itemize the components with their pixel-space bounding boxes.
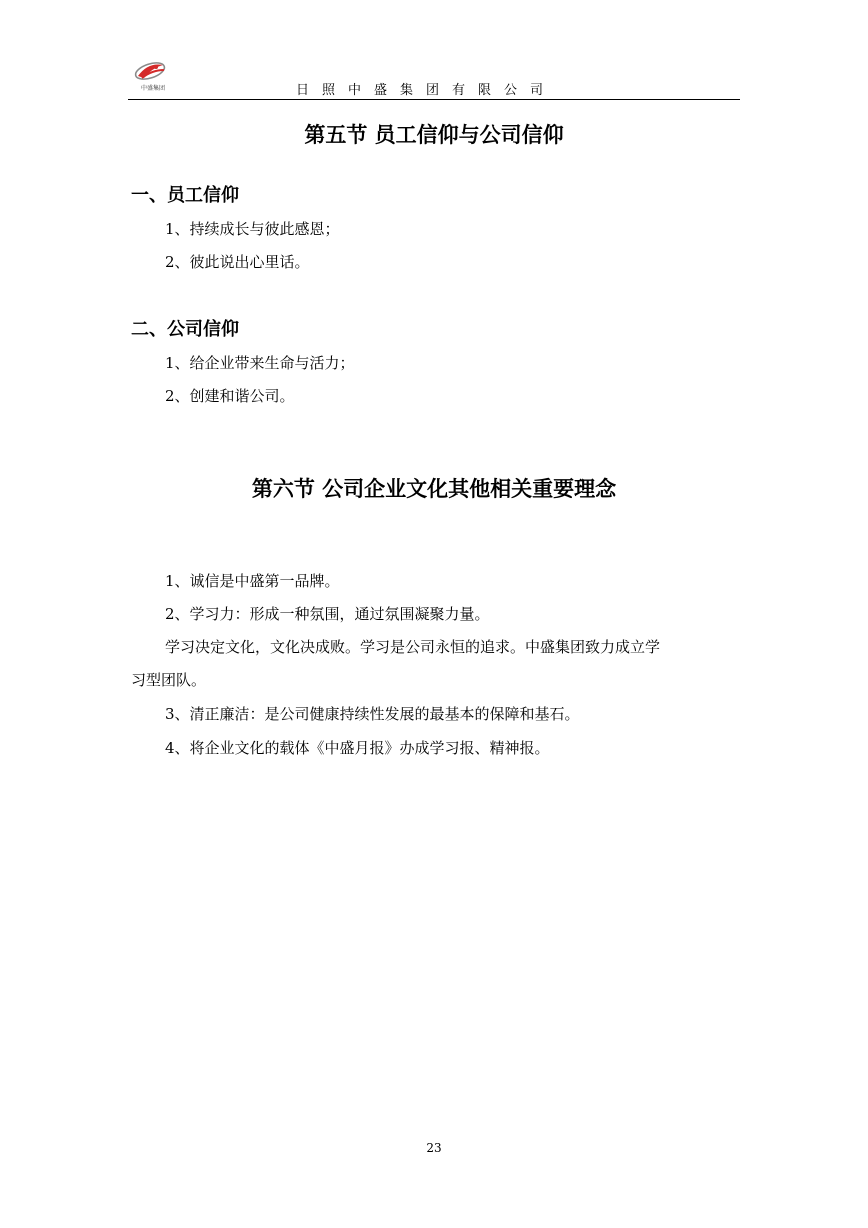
company-belief-heading: 二、公司信仰 [131,319,239,340]
concept-paragraph-line-2: 习型团队。 [131,671,207,689]
header-divider [128,99,740,100]
logo-swirl-icon [130,58,170,86]
page-number: 23 [426,1141,442,1155]
section-five-title: 第五节 员工信仰与公司信仰 [304,123,564,147]
page-header [128,58,740,100]
section-six-title: 第六节 公司企业文化其他相关重要理念 [251,477,617,501]
company-logo [130,58,170,96]
company-belief-item-2: 2、创建和谐公司。 [165,387,295,405]
company-belief-item-1: 1、给企业带来生命与活力； [165,354,355,372]
concept-item-4: 4、将企业文化的载体《中盛月报》办成学习报、精神报。 [165,739,550,757]
employee-belief-heading: 一、员工信仰 [131,185,239,206]
header-company-name: 日照中盛集团有限公司 [296,83,557,98]
employee-belief-item-1: 1、持续成长与彼此感恩； [165,220,340,238]
employee-belief-item-2: 2、彼此说出心里话。 [165,253,310,271]
concept-item-1: 1、诚信是中盛第一品牌。 [165,572,340,590]
concept-item-3: 3、清正廉洁：是公司健康持续性发展的最基本的保障和基石。 [165,705,580,723]
logo-wordmark: 中盛集团 [140,85,165,92]
concept-item-2: 2、学习力：形成一种氛围，通过氛围凝聚力量。 [165,605,490,623]
concept-paragraph-line-1: 学习决定文化，文化决成败。学习是公司永恒的追求。中盛集团致力成立学 [165,638,661,656]
